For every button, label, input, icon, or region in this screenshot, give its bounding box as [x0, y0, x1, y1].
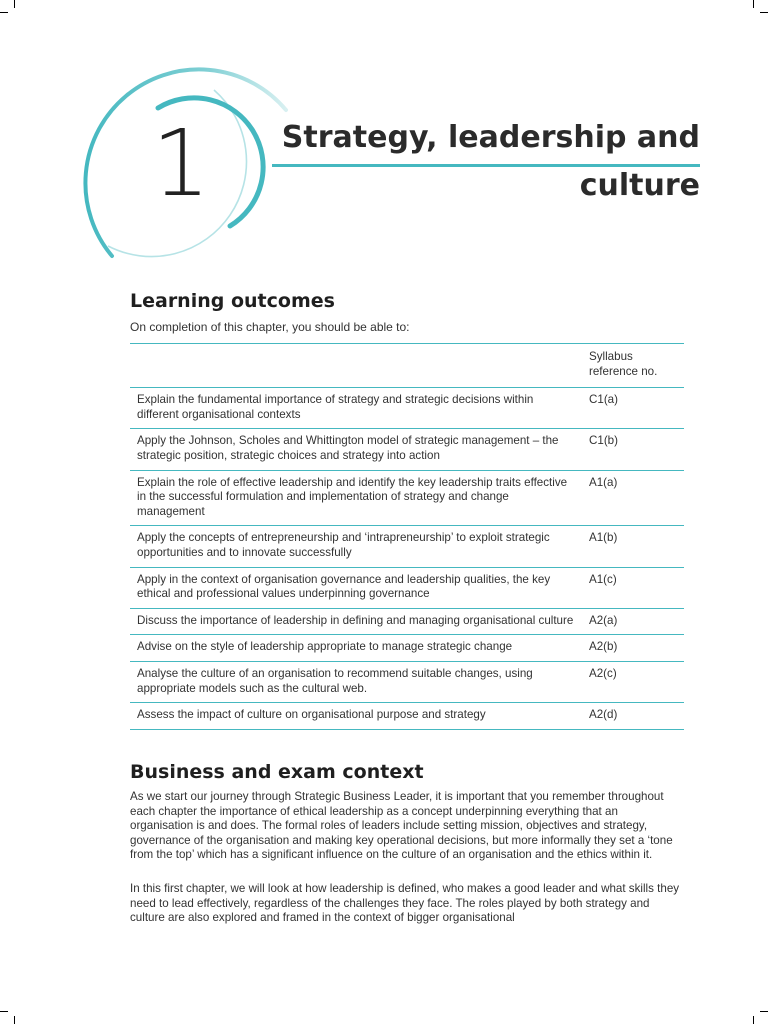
outcome-text: Analyse the culture of an organisation to recommend suitable changes, using appropriate models such as the cultural web.	[130, 661, 583, 702]
table-header-row	[130, 344, 684, 388]
business-context-heading: Business and exam context	[130, 761, 424, 783]
chapter-title-line2: culture	[579, 168, 700, 203]
crop-mark-bottom-left	[0, 1011, 8, 1012]
table-row	[130, 635, 684, 662]
business-context-paragraph-2: In this first chapter, we will look at how leadership is defined, who makes a good leader and what skills they need to lead effectively, regardless of the challenges they face. The roles played by both strategy and culture are also explored and framed in the context of bigger organisational	[130, 882, 680, 925]
syllabus-ref: A1(c)	[583, 567, 684, 608]
table-header-ref: Syllabus reference no.	[583, 344, 684, 388]
crop-mark-bottom-right	[760, 1011, 768, 1012]
outcome-text: Discuss the importance of leadership in defining and managing organisational culture	[130, 608, 583, 635]
syllabus-ref: A2(a)	[583, 608, 684, 635]
learning-outcomes-table	[130, 343, 684, 730]
syllabus-ref: A2(b)	[583, 635, 684, 662]
outcome-text: Explain the role of effective leadership and identify the key leadership traits effective in the successful formulation and implementation of strategy and change management	[130, 470, 583, 526]
outcome-text: Apply the concepts of entrepreneurship and ‘intrapreneurship’ to exploit strategic opportunities and to innovate successfully	[130, 526, 583, 567]
outcome-text: Assess the impact of culture on organisational purpose and strategy	[130, 703, 583, 730]
business-context-paragraph-1: As we start our journey through Strategic Business Leader, it is important that you remember throughout each chapter the importance of ethical leadership as a concept underpinning everything that an organisation is and does. The formal roles of leaders include setting mission, objectives and strategy, governance of the organisation and making key operational decisions, but more informally they set a ‘tone from the top’ which has a significant influence on the culture of an organisation and the ethics within it.	[130, 790, 673, 862]
syllabus-ref: C1(a)	[583, 388, 684, 429]
table-row	[130, 388, 684, 429]
table-row	[130, 470, 684, 526]
chapter-number: 1	[151, 110, 209, 217]
table-row	[130, 608, 684, 635]
syllabus-ref: A1(a)	[583, 470, 684, 526]
outcome-text: Advise on the style of leadership appropriate to manage strategic change	[130, 635, 583, 662]
chapter-title-line1: Strategy, leadership and	[281, 120, 700, 155]
crop-mark-bottom-right-v	[753, 1016, 754, 1024]
crop-mark-top-right	[760, 12, 768, 13]
table-row	[130, 526, 684, 567]
syllabus-ref: A2(c)	[583, 661, 684, 702]
syllabus-ref: A1(b)	[583, 526, 684, 567]
syllabus-ref: A2(d)	[583, 703, 684, 730]
syllabus-ref: C1(b)	[583, 429, 684, 470]
learning-outcomes-heading: Learning outcomes	[130, 290, 335, 312]
table-row	[130, 661, 684, 702]
learning-outcomes-intro: On completion of this chapter, you should be able to:	[130, 320, 410, 334]
outcome-text: Apply the Johnson, Scholes and Whittington model of strategic management – the strategic position, strategic choices and strategy into action	[130, 429, 583, 470]
table-row	[130, 703, 684, 730]
table-header-outcome	[130, 344, 583, 388]
chapter-title-rule	[272, 164, 700, 167]
crop-mark-bottom-left-v	[14, 1016, 15, 1024]
outcome-text: Apply in the context of organisation governance and leadership qualities, the key ethical and professional values underpinning governance	[130, 567, 583, 608]
table-row	[130, 429, 684, 470]
table-row	[130, 567, 684, 608]
outcome-text: Explain the fundamental importance of strategy and strategic decisions within different organisational contexts	[130, 388, 583, 429]
crop-mark-top-right-v	[753, 0, 754, 8]
